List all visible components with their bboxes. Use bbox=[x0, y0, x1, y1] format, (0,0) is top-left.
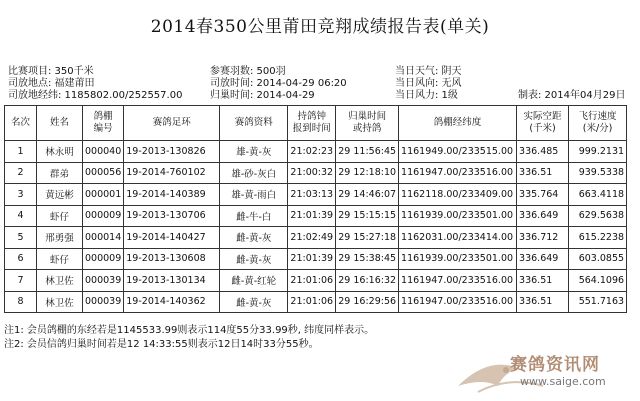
table-cell: 336.485 bbox=[517, 141, 569, 163]
table-row bbox=[5, 162, 627, 184]
table-cell: 29 16:16:32 bbox=[336, 270, 399, 292]
table-cell: 21:01:06 bbox=[288, 291, 336, 313]
table-cell: 19-2013-130134 bbox=[124, 270, 220, 292]
table-cell: 6 bbox=[5, 248, 37, 270]
table-row bbox=[5, 270, 627, 292]
table-cell: 29 16:29:56 bbox=[336, 291, 399, 313]
table-cell: 29 15:15:15 bbox=[336, 205, 399, 227]
note-1: 注1: 会员鸽棚的东经若是1145533.99则表示114度55分33.99秒, 纬度同样表示。 bbox=[4, 325, 375, 336]
table-cell: 603.0855 bbox=[569, 248, 627, 270]
table-cell: 000056 bbox=[83, 162, 124, 184]
info-right bbox=[395, 66, 462, 102]
results-table bbox=[4, 105, 627, 313]
info-wind-direction: 当日风向: 无风 bbox=[395, 78, 462, 89]
info-release-time: 司放时间: 2014-04-29 06:20 bbox=[210, 78, 347, 89]
table-cell: 1161947.00/233516.00 bbox=[399, 291, 517, 313]
table-cell: 21:00:32 bbox=[288, 162, 336, 184]
header-loft-no: 鸽棚 编号 bbox=[83, 106, 124, 141]
info-left bbox=[8, 66, 182, 102]
table-cell: 335.764 bbox=[517, 184, 569, 206]
table-cell: 雄-黄-灰 bbox=[220, 141, 288, 163]
table-cell: 29 15:27:18 bbox=[336, 227, 399, 249]
table-cell: 1161939.00/233501.00 bbox=[399, 205, 517, 227]
table-cell: 336.649 bbox=[517, 248, 569, 270]
table-cell: 663.4118 bbox=[569, 184, 627, 206]
table-cell: 1161939.00/233501.00 bbox=[399, 248, 517, 270]
table-cell: 000039 bbox=[83, 291, 124, 313]
table-cell: 雌-黄-红轮 bbox=[220, 270, 288, 292]
table-cell: 8 bbox=[5, 291, 37, 313]
table-cell: 雌-牛-白 bbox=[220, 205, 288, 227]
report-title: 2014春350公里莆田竞翔成绩报告表(单关) bbox=[150, 17, 490, 37]
table-cell: 21:02:23 bbox=[288, 141, 336, 163]
table-cell: 林永明 bbox=[37, 141, 83, 163]
table-cell: 000040 bbox=[83, 141, 124, 163]
header-loft-coordinates: 鸽棚经纬度 bbox=[399, 106, 517, 141]
table-cell: 19-2014-140362 bbox=[124, 291, 220, 313]
table-cell: 雄-黄-雨白 bbox=[220, 184, 288, 206]
info-weather: 当日天气: 阴天 bbox=[395, 66, 462, 77]
table-cell: 1161947.00/233516.00 bbox=[399, 270, 517, 292]
table-cell: 000014 bbox=[83, 227, 124, 249]
table-cell: 336.712 bbox=[517, 227, 569, 249]
table-cell: 000009 bbox=[83, 205, 124, 227]
table-cell: 21:01:06 bbox=[288, 270, 336, 292]
table-cell: 000001 bbox=[83, 184, 124, 206]
table-cell: 21:02:49 bbox=[288, 227, 336, 249]
table-cell: 1162031.00/233414.00 bbox=[399, 227, 517, 249]
table-cell: 615.2238 bbox=[569, 227, 627, 249]
info-middle bbox=[210, 66, 347, 102]
table-row bbox=[5, 248, 627, 270]
table-cell: 336.51 bbox=[517, 270, 569, 292]
table-cell: 21:01:39 bbox=[288, 205, 336, 227]
info-entries: 参赛羽数: 500羽 bbox=[210, 66, 286, 77]
table-cell: 5 bbox=[5, 227, 37, 249]
table-cell: 551.7163 bbox=[569, 291, 627, 313]
table-cell: 29 11:56:45 bbox=[336, 141, 399, 163]
table-cell: 19-2014-760102 bbox=[124, 162, 220, 184]
table-cell: 629.5638 bbox=[569, 205, 627, 227]
table-cell: 邢勇强 bbox=[37, 227, 83, 249]
table-cell: 21:01:39 bbox=[288, 248, 336, 270]
info-date: 制表: 2014年04月29日 bbox=[518, 90, 626, 101]
table-row bbox=[5, 141, 627, 163]
info-return-time: 归巢时间: 2014-04-29 bbox=[210, 90, 315, 101]
table-cell: 29 12:18:10 bbox=[336, 162, 399, 184]
header-ring: 赛鸽足环 bbox=[124, 106, 220, 141]
table-cell: 1161949.00/233515.00 bbox=[399, 141, 517, 163]
table-cell: 林卫佐 bbox=[37, 291, 83, 313]
watermark-text: 赛鸽资讯网 bbox=[510, 355, 600, 375]
info-release-location: 司放地点: 福建莆田 bbox=[8, 78, 95, 89]
table-cell: 雌-黄-灰 bbox=[220, 227, 288, 249]
info-release-coordinates: 司放地经纬: 1185802.00/252557.00 bbox=[8, 90, 183, 101]
table-header-row bbox=[5, 106, 627, 141]
watermark-url: www.saige.com bbox=[520, 375, 606, 388]
table-cell: 19-2014-140389 bbox=[124, 184, 220, 206]
table-cell: 999.2131 bbox=[569, 141, 627, 163]
table-cell: 1161947.00/233516.00 bbox=[399, 162, 517, 184]
table-cell: 1 bbox=[5, 141, 37, 163]
table-cell: 000009 bbox=[83, 248, 124, 270]
table-cell: 336.649 bbox=[517, 205, 569, 227]
info-wind-force: 当日风力: 1级 bbox=[395, 90, 458, 101]
header-bird-info: 赛鸽资料 bbox=[220, 106, 288, 141]
table-cell: 林卫佐 bbox=[37, 270, 83, 292]
table-cell: 2 bbox=[5, 162, 37, 184]
table-cell: 564.1096 bbox=[569, 270, 627, 292]
table-cell: 黄远彬 bbox=[37, 184, 83, 206]
table-cell: 336.51 bbox=[517, 291, 569, 313]
table-row bbox=[5, 184, 627, 206]
table-cell: 19-2013-130706 bbox=[124, 205, 220, 227]
table-cell: 虾仔 bbox=[37, 248, 83, 270]
table-cell: 7 bbox=[5, 270, 37, 292]
table-cell: 雌-黄-灰 bbox=[220, 291, 288, 313]
table-cell: 雌-黄-灰 bbox=[220, 248, 288, 270]
table-cell: 336.51 bbox=[517, 162, 569, 184]
table-cell: 雄-砂-灰白 bbox=[220, 162, 288, 184]
table-cell: 000039 bbox=[83, 270, 124, 292]
header-distance: 实际空距 (千米) bbox=[517, 106, 569, 141]
table-cell: 19-2014-140427 bbox=[124, 227, 220, 249]
table-cell: 3 bbox=[5, 184, 37, 206]
table-row bbox=[5, 291, 627, 313]
table-cell: 21:03:13 bbox=[288, 184, 336, 206]
table-cell: 29 14:46:07 bbox=[336, 184, 399, 206]
info-event: 比赛项目: 350千米 bbox=[8, 66, 94, 77]
header-clock-time: 持鸽钟 报到时间 bbox=[288, 106, 336, 141]
header-speed: 飞行速度 (米/分) bbox=[569, 106, 627, 141]
table-cell: 19-2013-130826 bbox=[124, 141, 220, 163]
table-cell: 29 15:38:45 bbox=[336, 248, 399, 270]
table-cell: 939.5338 bbox=[569, 162, 627, 184]
table-cell: 1162118.00/233409.00 bbox=[399, 184, 517, 206]
header-return-time: 归巢时间 或持鸽 bbox=[336, 106, 399, 141]
header-rank: 名次 bbox=[5, 106, 37, 141]
table-cell: 群弟 bbox=[37, 162, 83, 184]
note-2: 注2: 会员信鸽归巢时间若是12 14:33:55则表示12日14时33分55秒。 bbox=[4, 339, 319, 350]
table-cell: 19-2013-130608 bbox=[124, 248, 220, 270]
table-row bbox=[5, 227, 627, 249]
table-row bbox=[5, 205, 627, 227]
table-cell: 4 bbox=[5, 205, 37, 227]
header-name: 姓名 bbox=[37, 106, 83, 141]
table-cell: 虾仔 bbox=[37, 205, 83, 227]
